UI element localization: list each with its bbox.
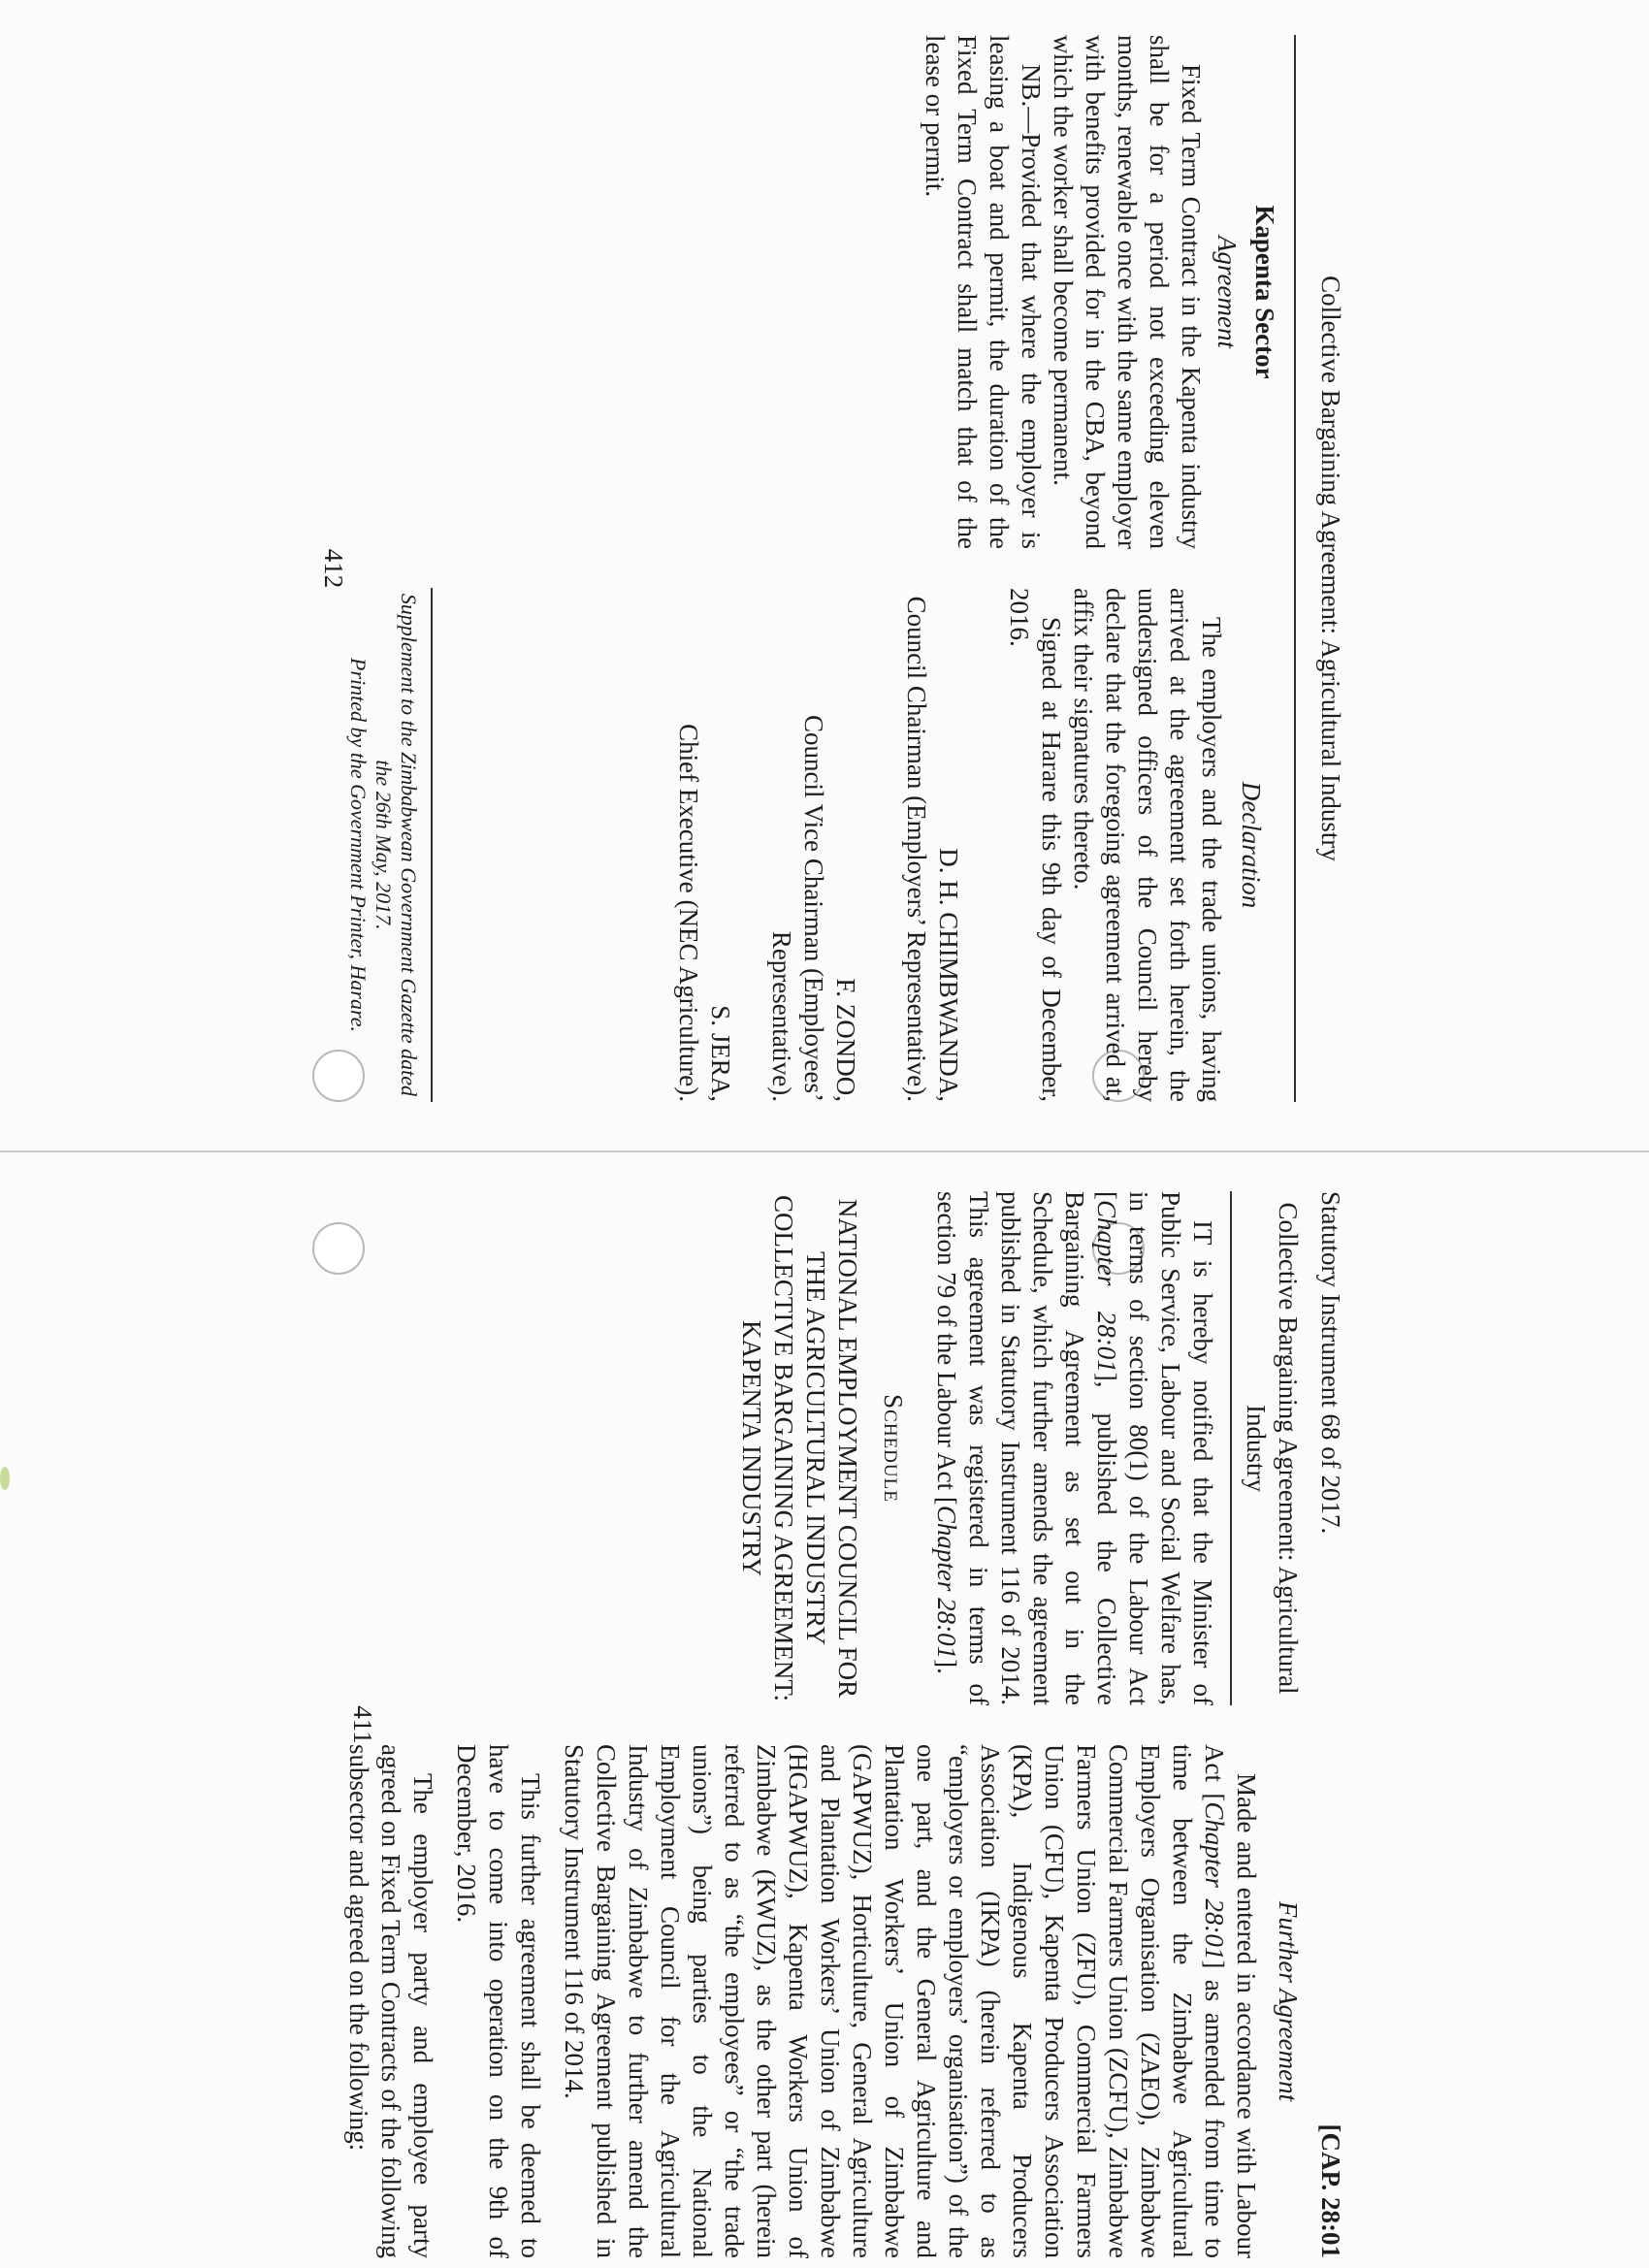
declaration-paragraph: The employers and the trade unions, having arrived at the agreement set forth herein, the undersigned officers of the Council hereby declare that the foregoing agreement arrived at, affix their signatures thereto. [1069, 588, 1226, 1102]
notice-paragraph: IT is hereby notified that the Minister of Public Service, Labour and Social Welfare has, in terms of section 80(1) of the Labour Act [Chapter 28:01], published the Collective Bargaining Agreement as set out in the Schedule, which further amends the agreement published in Statutory Instrument 116 of 2014. This agreement was registered in terms of section 79 of the Labour Act [Chapter 28:01]. [932, 1191, 1217, 1705]
sector-heading: Kapenta Sector [1250, 205, 1279, 379]
signatory-title: Council Vice Chairman (Employees’ Representative). [767, 714, 828, 1102]
paper-speck [0, 1467, 10, 1490]
column-left [919, 35, 1280, 549]
page-411 [301, 1191, 1348, 2258]
header-rule [1230, 1191, 1232, 1705]
operation-date-paragraph: This further agreement shall be deemed to have to come into operation on the 9th of December, 2016. [452, 1744, 545, 2258]
gazette-supplement-line: Supplement to the Zimbabwean Government Gazette dated the 26th May, 2017. [372, 593, 421, 1097]
parties-paragraph: Made and entered in accordance with Labour Act [Chapter 28:01] as amended from time to time between the Zimbabwe Agricultural Employers Organisation (ZAEO), Zimbabwe Commercial Farmers Union (ZCFU), Zimbabwe Farmers Union (ZFU), Commercial Farmers Union (CFU), Kapenta Producers Association (KPA), Indigenous Kapenta Producers Association (IKPA) (herein referred to as “employers or employers’ organisation”) of the one part, and the General Agriculture and Plantation Workers’ Union of Zimbabwe (GAPWUZ), Horticulture, General Agriculture and Plantation Workers’ Union of Zimbabwe (HGAPWUZ), Kapenta Workers Union of Zimbabwe (KWUZ), as the other part (herein referred to as “the employees” or “the trade unions”) being parties to the National Employment Council for the Agricultural Industry of Zimbabwe to further amend the Collective Bargaining Agreement published in Statutory Instrument 116 of 2014. [560, 1744, 1261, 2258]
fixed-term-intro-paragraph: The employer party and employee party agreed on Fixed Term Contracts of the following subsector and agreed on the following: [344, 1744, 437, 2258]
agreement-title: COLLECTIVE BARGAINING AGREEMENT: KAPENTA INDUSTRY [737, 1194, 798, 1702]
signature-block [900, 588, 964, 1102]
header-rule [1294, 35, 1296, 1102]
signatory-name: F. ZONDO, [831, 978, 860, 1102]
council-title: NATIONAL EMPLOYMENT COUNCIL FOR THE AGRICULTURAL INDUSTRY [801, 1198, 862, 1699]
fixed-term-contract-paragraph: Fixed Term Contract in the Kapenta industry shall be for a period not exceeding eleven months, renewable once with the same employer with benefits provided for in the CBA, beyond which the worker shall become permanent. [1049, 35, 1206, 549]
signature-block [672, 588, 736, 1102]
signature-block [765, 588, 861, 1102]
declaration-heading: Declaration [1237, 781, 1266, 909]
column-left [735, 1191, 1304, 1705]
signatory-title: Council Chairman (Employers’ Representative). [902, 596, 931, 1102]
agreement-heading: Agreement [1212, 236, 1242, 348]
signatory-name: S. JERA, [706, 1005, 735, 1102]
chapter-reference: [CAP. 28:01 [1316, 2123, 1345, 2258]
running-title: Collective Bargaining Agreement: Agricultural Industry [1316, 275, 1345, 861]
column-right [672, 588, 1280, 1102]
page-number: 411 [348, 1705, 377, 1744]
column-right [342, 1744, 1304, 2258]
printer-line: Printed by the Government Printer, Harare. [346, 658, 371, 1032]
signatory-title: Chief Executive (NEC Agriculture). [674, 724, 703, 1102]
signatory-name: D. H. CHIMBWANDA, [934, 848, 963, 1102]
gazette-footer [345, 588, 421, 1102]
page-header [1304, 1191, 1348, 2258]
statutory-instrument-number: Statutory Instrument 68 of 2017. [1316, 1191, 1345, 1535]
further-agreement-heading: Further Agreement [1274, 1900, 1303, 2102]
nb-paragraph: NB.—Provided that where the employer is leasing a boat and permit, the duration of the Fixed Term Contract shall match that of the lease or permit. [921, 35, 1046, 549]
page-412 [301, 35, 1348, 1102]
signed-line: Signed at Harare this 9th day of December, 2016. [1005, 588, 1066, 1102]
page-fold-line [0, 1150, 1649, 1152]
page-header [1304, 35, 1348, 1102]
page-number: 412 [319, 548, 348, 589]
running-title: Collective Bargaining Agreement: Agricultural Industry [1242, 1202, 1303, 1695]
schedule-label: Schedule [879, 1394, 908, 1503]
footer-rule [431, 588, 433, 1102]
